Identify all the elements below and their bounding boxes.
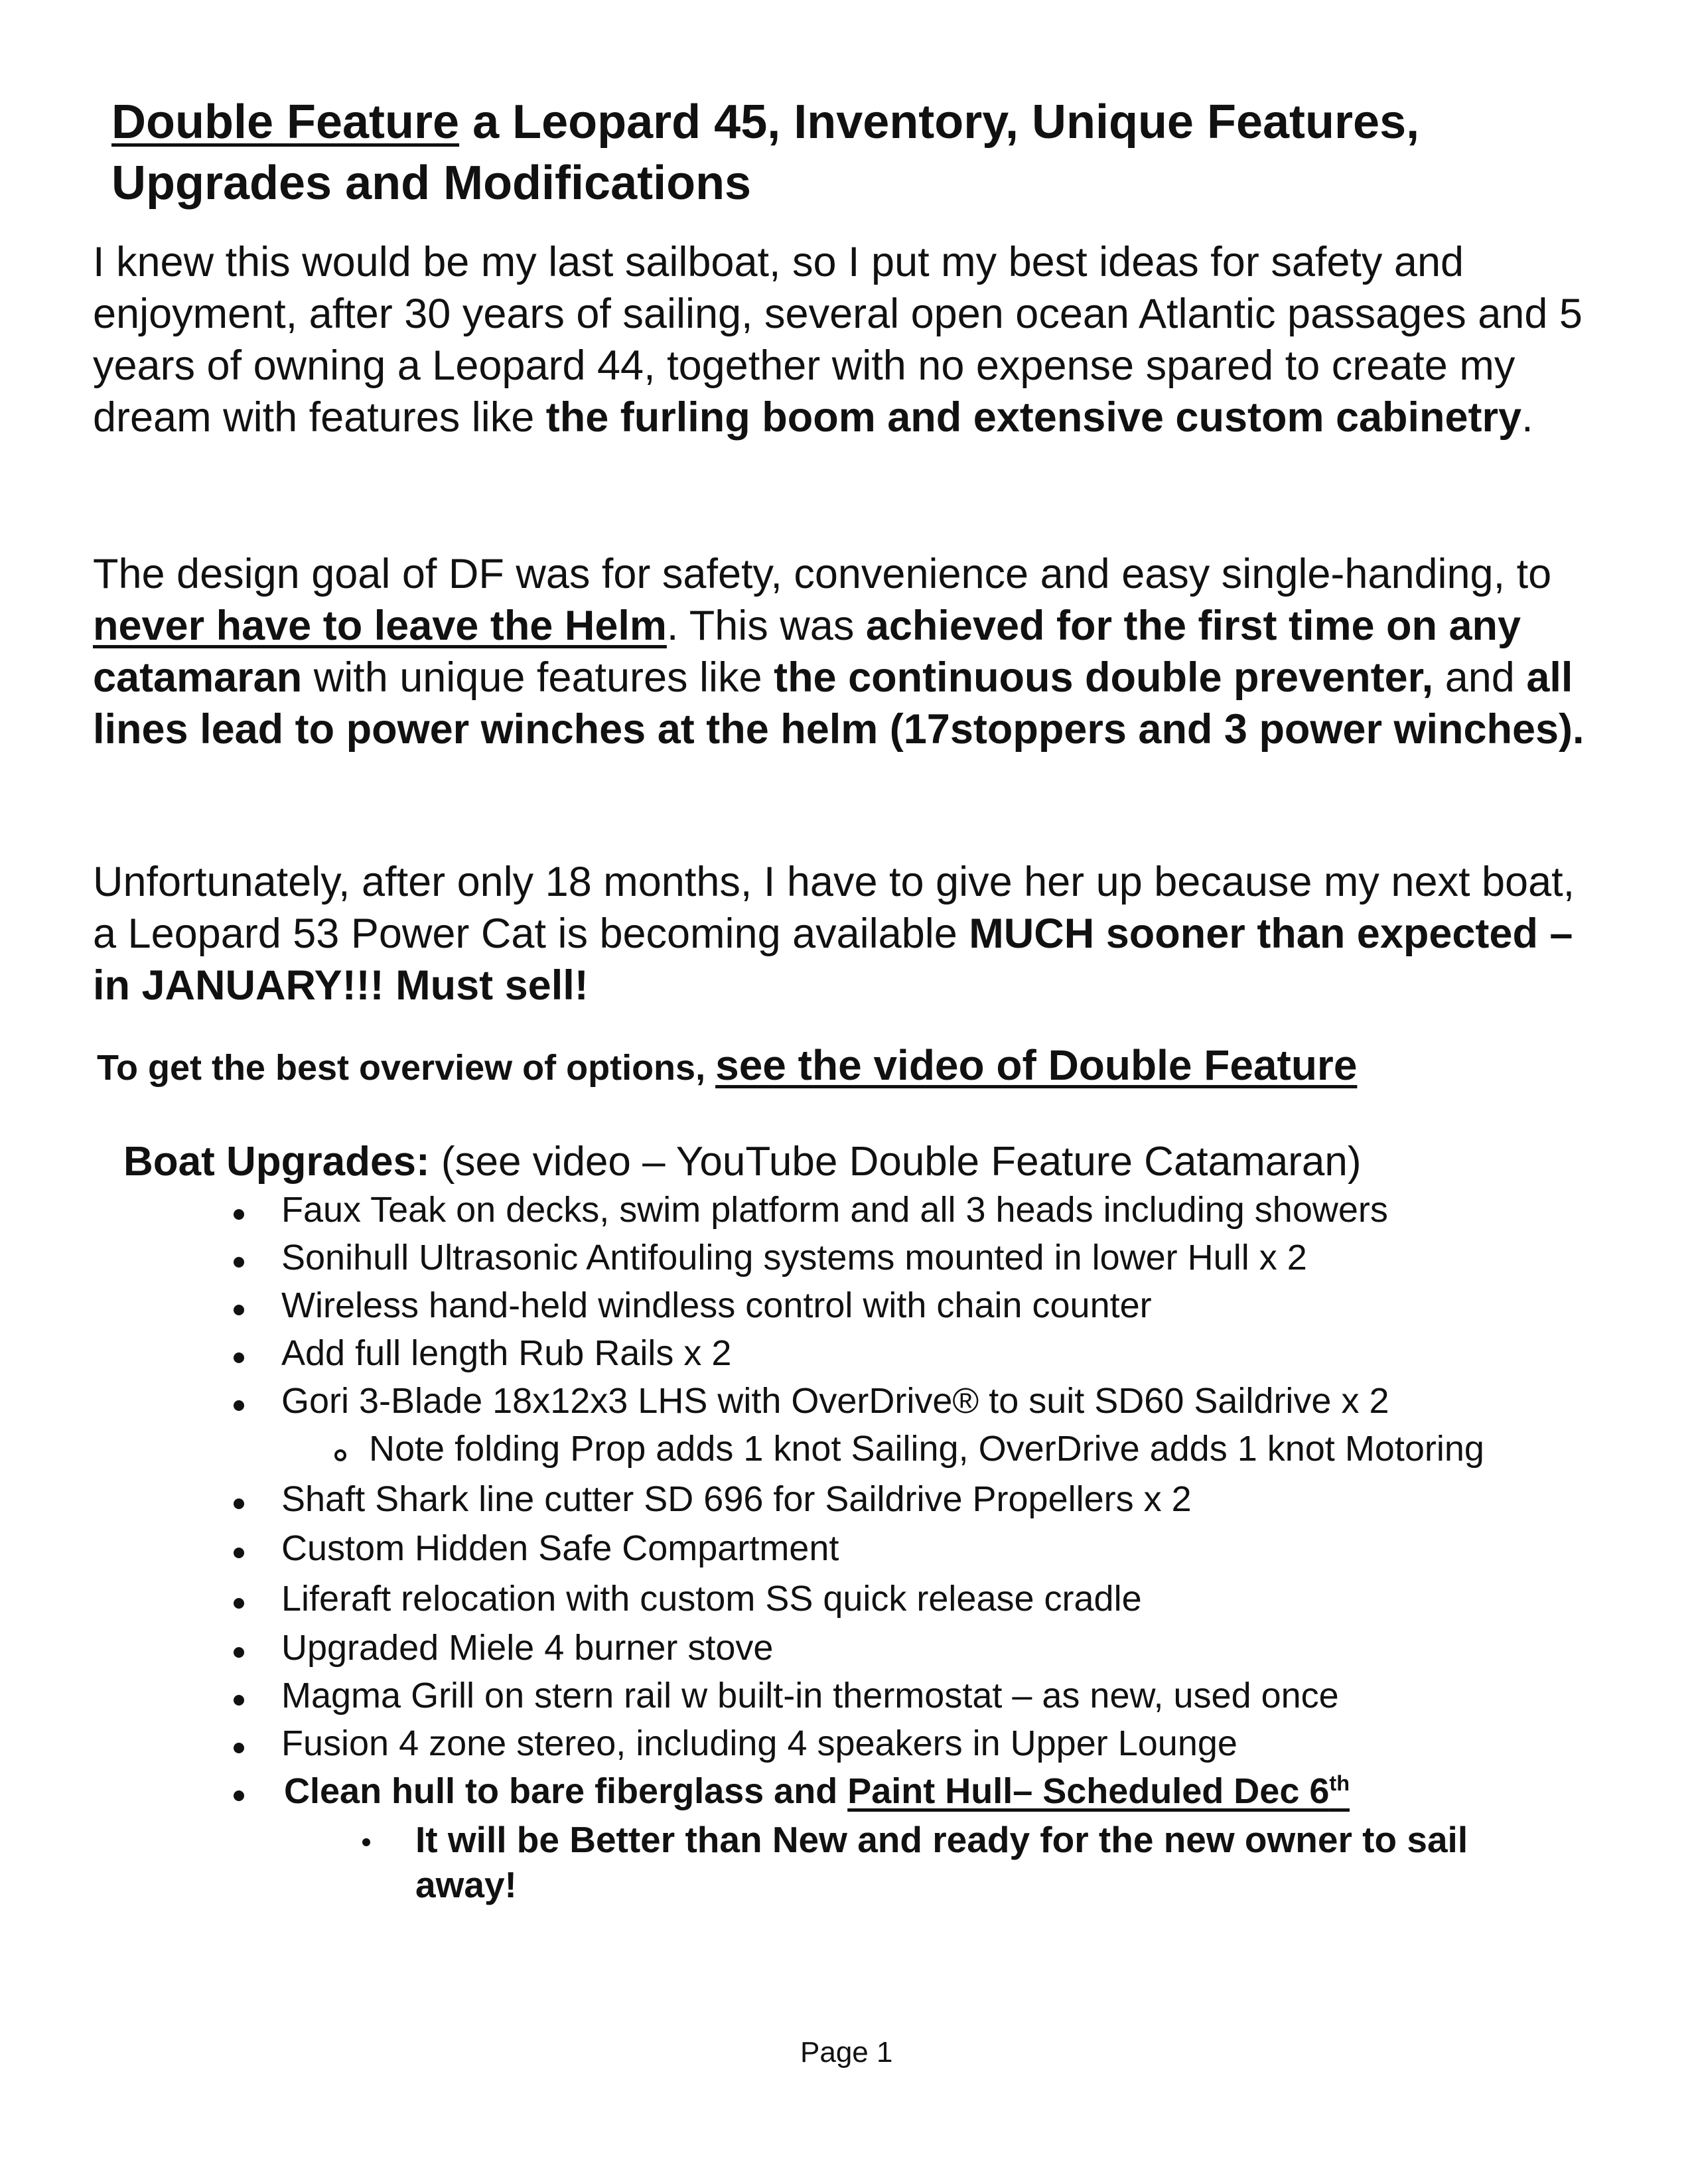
sub-bullet-icon — [362, 1838, 370, 1846]
design-text-c: with unique features like — [302, 654, 774, 701]
bullet-icon — [234, 1647, 244, 1658]
design-underline: never have to leave the Helm — [93, 603, 667, 649]
intro-text: I knew this would be my last sailboat, so I put my best ideas for safety and enjoyment, after 30 years of sailing, several open ocean Atlantic passages and 5 years of owning a Leopard 44, together with no expense spared to create my dream with features like — [93, 239, 1583, 441]
paint-hull-sup: th — [1329, 1771, 1350, 1795]
sub-bullet-icon — [334, 1449, 346, 1461]
list-item: Wireless hand-held windless control with chain counter — [281, 1285, 1152, 1325]
bullet-icon — [234, 1695, 244, 1706]
bullet-icon — [234, 1305, 244, 1315]
bullet-icon — [234, 1352, 244, 1363]
bullet-icon — [234, 1498, 244, 1509]
boat-upgrades-heading — [123, 1136, 1616, 1188]
design-bold-a: achieved for the first time on any catamaran — [93, 603, 1521, 701]
bullet-icon — [234, 1257, 244, 1268]
list-item: Shaft Shark line cutter SD 696 for Saildrive Propellers x 2 — [281, 1479, 1192, 1519]
overview-line — [97, 1042, 1590, 1091]
list-item: Add full length Rub Rails x 2 — [281, 1333, 732, 1373]
upgrades-heading-bold: Boat Upgrades: — [123, 1139, 430, 1185]
sale-text: Unfortunately, after only 18 months, I have to give her up because my next boat, a Leopard 53 Power Cat is becoming available — [93, 859, 1575, 957]
paint-hull-bold: Clean hull to bare fiberglass and — [284, 1771, 848, 1811]
list-item: Upgraded Miele 4 burner stove — [281, 1628, 774, 1668]
upgrades-heading-rest: (see video – YouTube Double Feature Catamaran) — [429, 1139, 1362, 1185]
design-bold-c: all lines lead to power winches at the helm (17stoppers and 3 power winches). — [93, 654, 1585, 753]
list-item: Custom Hidden Safe Compartment — [281, 1528, 839, 1568]
title-link-double-feature[interactable]: Double Feature — [111, 96, 460, 149]
bullet-icon — [234, 1743, 244, 1753]
sale-paragraph — [93, 856, 1592, 1011]
intro-paragraph — [93, 236, 1592, 443]
title-line2: Upgrades and Modifications — [111, 157, 752, 210]
bullet-icon — [234, 1400, 244, 1411]
list-item: Sonihull Ultrasonic Antifouling systems mounted in lower Hull x 2 — [281, 1238, 1307, 1277]
sale-bold: MUCH sooner than expected – in JANUARY!!! Must sell! — [93, 910, 1573, 1009]
bullet-icon — [234, 1548, 244, 1558]
design-goal-paragraph — [93, 548, 1592, 755]
paint-hull-underline-text: Paint Hull– Scheduled Dec 6 — [847, 1771, 1330, 1811]
overview-text: To get the best overview of options, — [97, 1048, 716, 1088]
intro-bold: the furling boom and extensive custom cabinetry — [545, 394, 1522, 441]
video-link[interactable]: see the video of Double Feature — [715, 1041, 1358, 1089]
bullet-icon — [234, 1209, 244, 1220]
design-text-a: The design goal of DF was for safety, convenience and easy single-handing, to — [93, 551, 1552, 597]
list-item: Gori 3-Blade 18x12x3 LHS with OverDrive® to suit SD60 Saildrive x 2 — [281, 1381, 1389, 1421]
design-text-d: and — [1433, 654, 1527, 701]
paint-hull-note: It will be Better than New and ready for the new owner to sail away! — [415, 1819, 1468, 1905]
bullet-icon — [234, 1790, 244, 1801]
list-item: Liferaft relocation with custom SS quick release cradle — [281, 1579, 1142, 1619]
design-bold-b: the continuous double preventer, — [774, 654, 1434, 701]
list-item-paint-hull — [284, 1769, 1350, 1813]
list-subitem: Note folding Prop adds 1 knot Sailing, OverDrive adds 1 knot Motoring — [369, 1429, 1484, 1469]
paint-hull-underline — [847, 1771, 1350, 1811]
page-title — [111, 92, 1538, 214]
list-item: Magma Grill on stern rail w built-in thermostat – as new, used once — [281, 1676, 1339, 1715]
design-text-b: . This was — [666, 603, 866, 649]
title-rest: a Leopard 45, Inventory, Unique Features, — [459, 96, 1420, 149]
list-item: Faux Teak on decks, swim platform and all 3 heads including showers — [281, 1190, 1388, 1230]
page-number: Page 1 — [800, 2036, 893, 2069]
list-item: Fusion 4 zone stereo, including 4 speakers in Upper Lounge — [281, 1723, 1237, 1763]
intro-end: . — [1521, 394, 1533, 441]
bullet-icon — [234, 1598, 244, 1609]
